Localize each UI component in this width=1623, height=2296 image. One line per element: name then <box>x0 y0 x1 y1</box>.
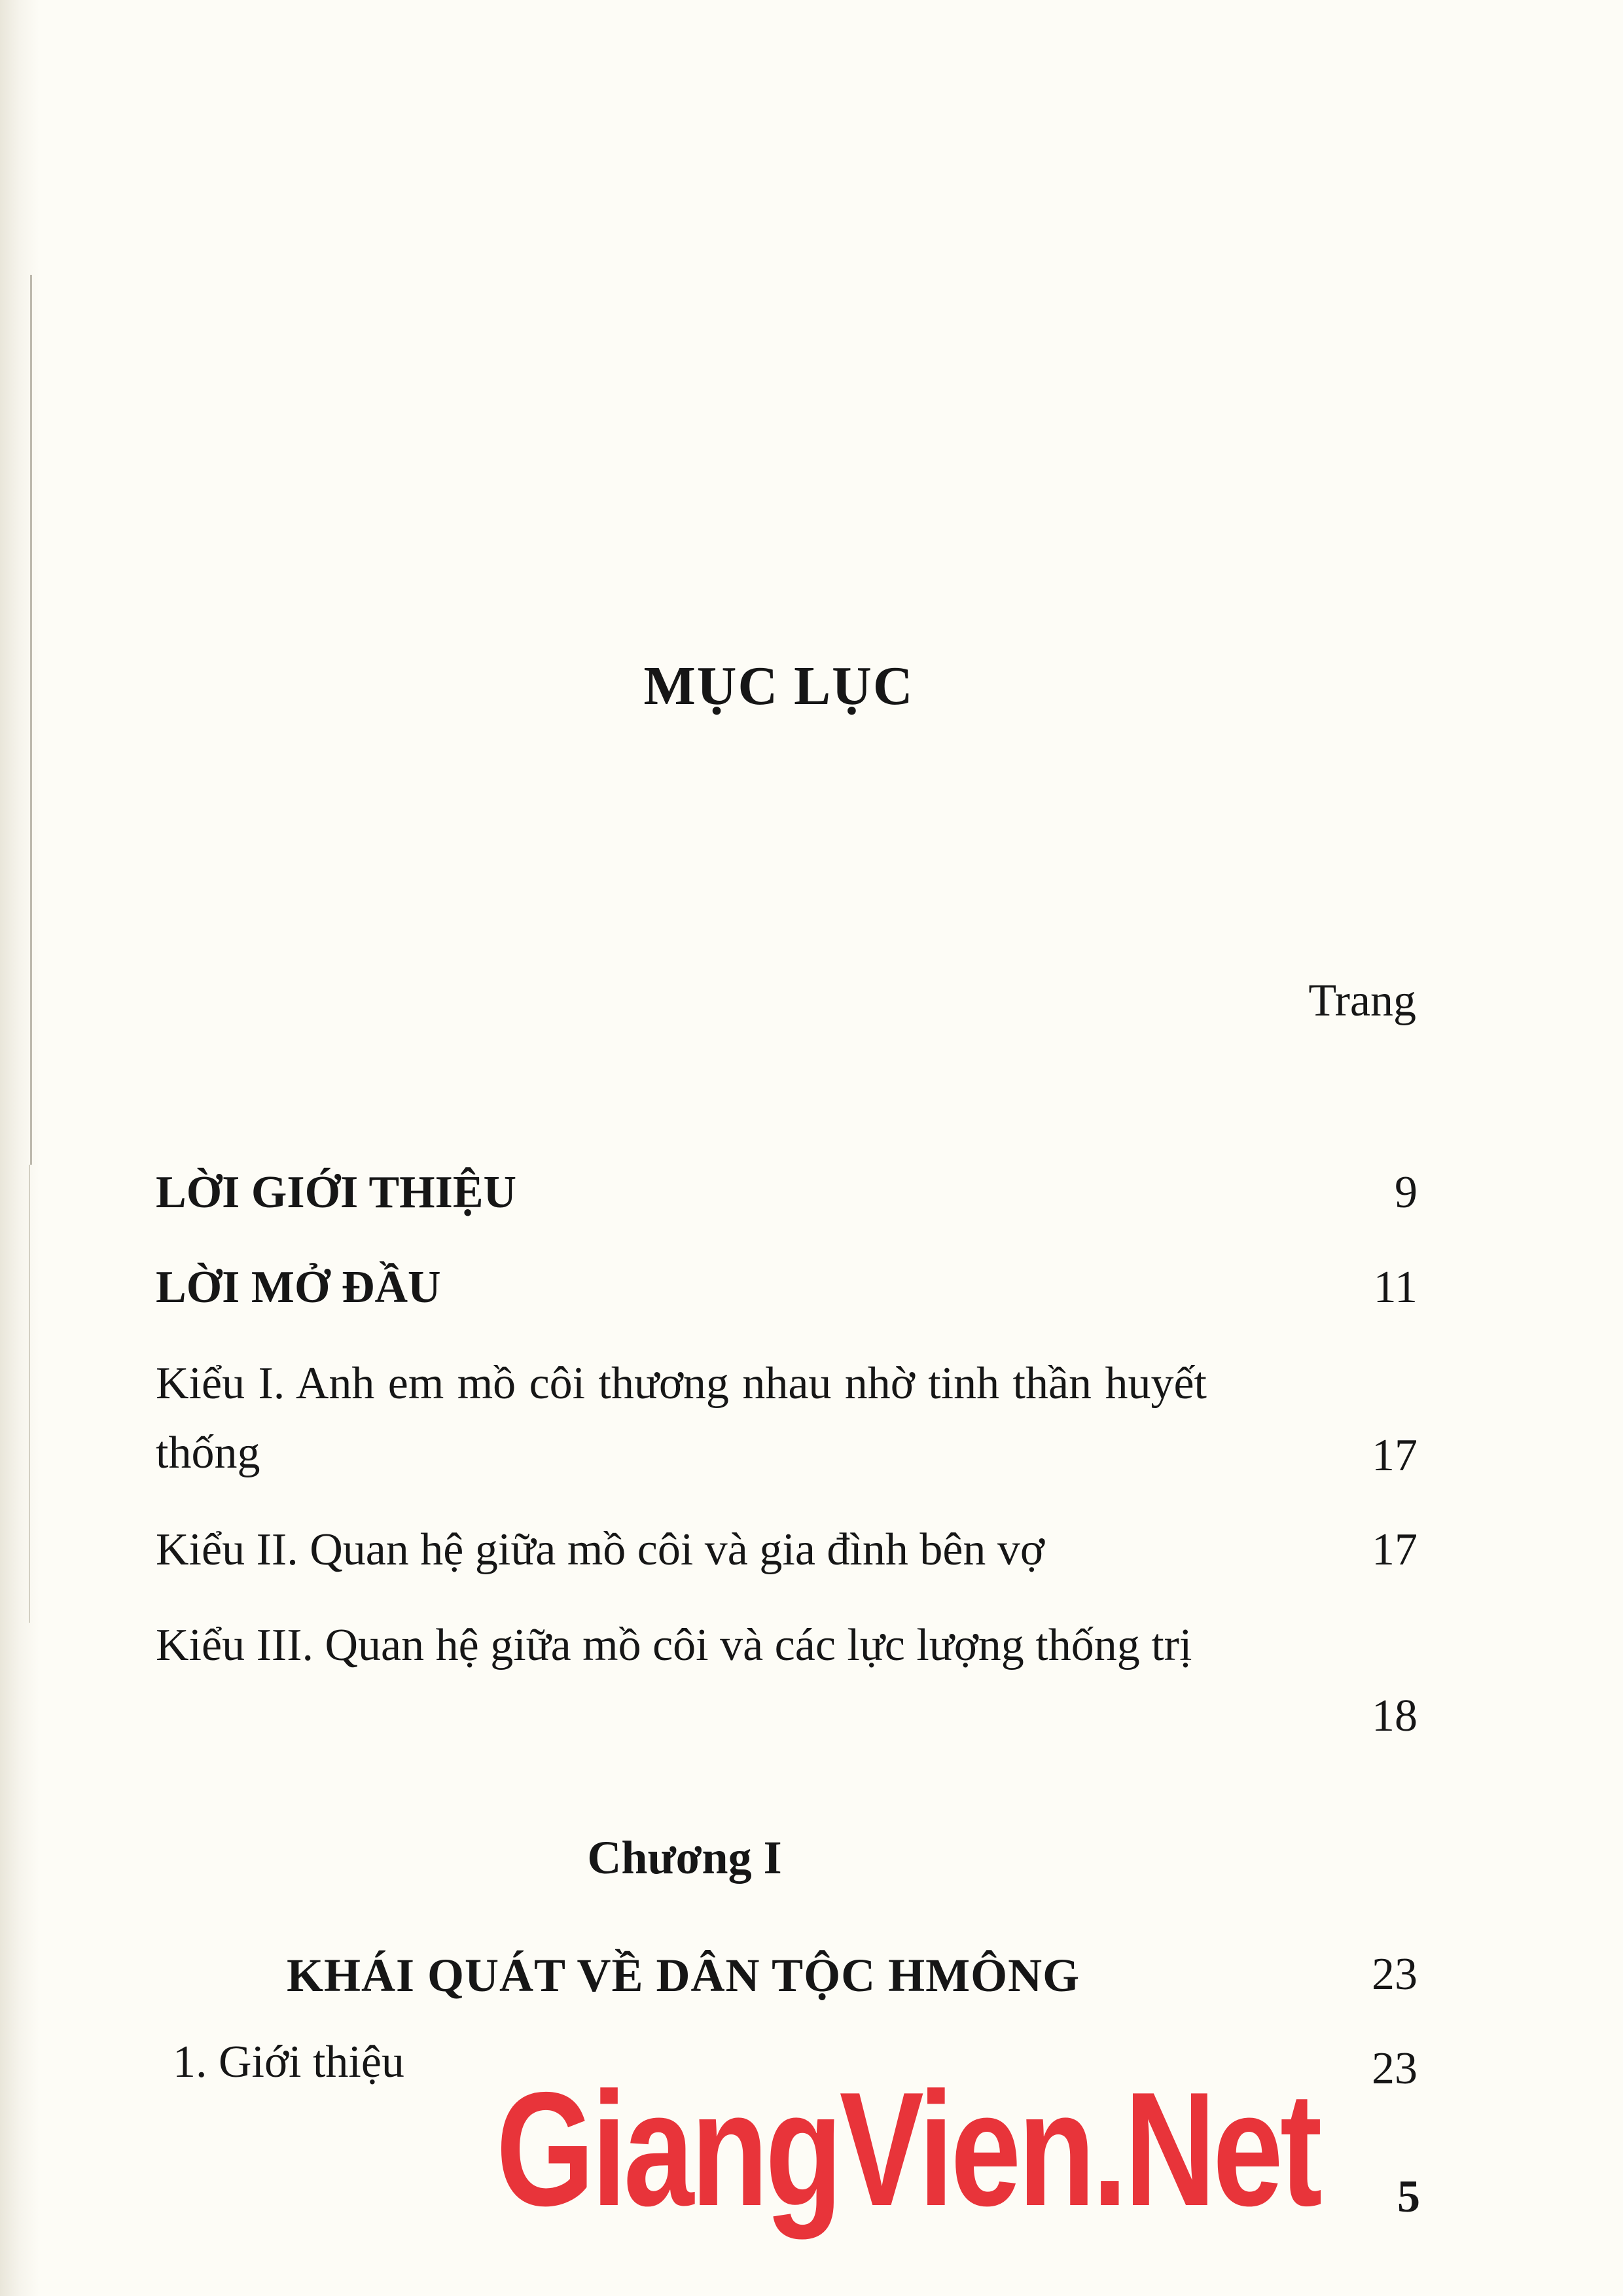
toc-entry-kieu-2: Kiểu II. Quan hệ giữa mồ côi và gia đình bên vợ <box>156 1525 1044 1575</box>
toc-entry-kieu-1: Kiểu I. Anh em mồ côi thương nhau nhờ tinh thần huyết thống <box>156 1358 1207 1478</box>
page-column-label: Trang <box>1308 976 1416 1026</box>
toc-entry-loi-gioi-thieu: LỜI GIỚI THIỆU <box>156 1167 517 1218</box>
toc-entry-page: 23 <box>1372 2043 1418 2094</box>
toc-entry-page: 11 <box>1373 1262 1418 1313</box>
chapter-page: 23 <box>1372 1949 1418 2000</box>
toc-entry-page: 18 <box>1372 1691 1418 1741</box>
toc-entry-page: 17 <box>1372 1430 1418 1481</box>
page-number: 5 <box>1397 2172 1420 2222</box>
toc-entry-page: 9 <box>1395 1167 1418 1218</box>
page-binding-edge <box>0 0 39 2296</box>
chapter-label: Chương I <box>587 1831 782 1884</box>
toc-entry-page: 17 <box>1372 1525 1418 1575</box>
toc-entry-gioi-thieu: 1. Giới thiệu <box>173 2037 404 2087</box>
binding-shadow-line-lower <box>29 1165 30 1623</box>
toc-entry-kieu-3: Kiểu III. Quan hệ giữa mồ côi và các lực lượng thống trị <box>156 1620 1192 1670</box>
binding-shadow-line <box>30 275 32 1165</box>
watermark-logo: GiangVien.Net <box>496 2058 1319 2240</box>
toc-title: MỤC LỤC <box>643 656 914 716</box>
chapter-title: KHÁI QUÁT VỀ DÂN TỘC HMÔNG <box>287 1949 1080 2002</box>
toc-entry-loi-mo-dau: LỜI MỞ ĐẦU <box>156 1262 441 1313</box>
